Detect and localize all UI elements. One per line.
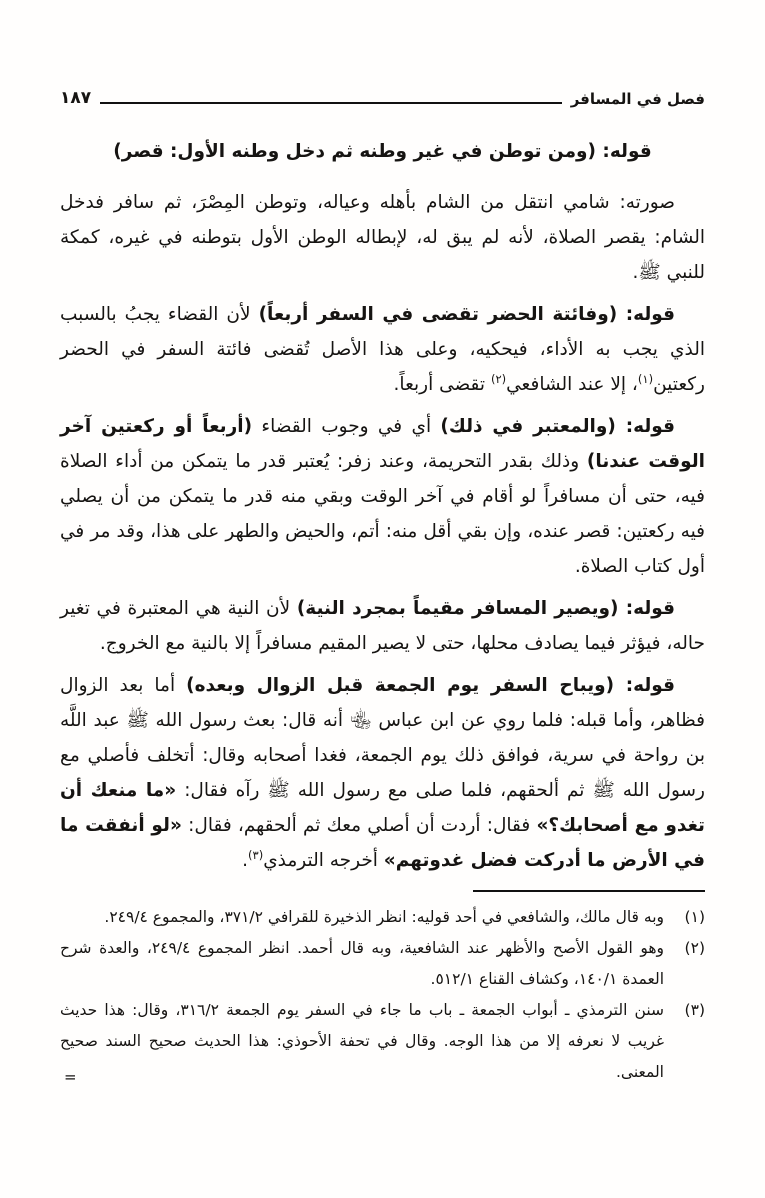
footnotes-section — [60, 902, 705, 1088]
page-number: ١٨٧ — [60, 88, 92, 108]
footnote — [60, 995, 705, 1088]
footnote-ref: (١) — [637, 371, 654, 386]
radi-allahu-anhuma-symbol: ﵄ — [349, 710, 372, 731]
footnote-text: وهو القول الأصح والأظهر عند الشافعية، وبه قال أحمد. انظر المجموع ٢٤٩/٤، والعدة شرح العمدة ١٤٠/١، وكشاف القناع ٥١٢/١. — [60, 939, 664, 988]
paragraph — [60, 185, 705, 290]
text-segment: قوله: (ويباح السفر يوم الجمعة قبل الزوال وبعده) — [186, 675, 675, 696]
header-rule — [100, 102, 562, 104]
footnote-marker: (٣) — [684, 1001, 705, 1019]
section-heading — [60, 134, 705, 169]
text-segment: أنه قال: بعث رسول الله — [148, 710, 350, 731]
text-segment: (أربعاً أو ركعتين آخر الوقت عندنا) — [60, 416, 706, 472]
main-text-area — [60, 134, 705, 878]
pbuh-symbol: ﷺ — [126, 710, 149, 731]
text-segment: فقال: أردت أن أصلي معك ثم ألحقهم، فقال: — [181, 815, 537, 836]
paragraph — [60, 668, 705, 878]
text-segment: قوله: (والمعتبر في ذلك) — [440, 416, 675, 437]
text-segment: «ما منعك أن تغدو مع أصحابك؟» — [60, 780, 706, 836]
continuation-marker: = — [64, 1068, 77, 1086]
footnote — [60, 902, 705, 933]
pbuh-symbol: ﷺ — [638, 262, 661, 283]
text-segment: «لو أنفقت ما في الأرض ما أدركت فضل غدوتهم» — [60, 815, 705, 871]
footnote-text: سنن الترمذي ـ أبواب الجمعة ـ باب ما جاء في السفر يوم الجمعة ٣١٦/٢، وقال: هذا حديث غريب لا نعرفه إلا من هذا الوجه. وقال في تحفة الأحوذي: هذا الحديث صحيح السند صحيح المعنى. — [60, 1001, 664, 1081]
text-segment: قوله: (ويصير المسافر مقيماً بمجرد النية) — [296, 598, 675, 619]
text-segment: لأن النية هي المعتبرة في تغير حاله، فيؤثر فيما يصادف محلها، حتى لا يصير المقيم مسافراً إلا بالنية مع الخروج. — [60, 598, 705, 654]
text-segment: . — [242, 850, 249, 871]
text-segment: ، إلا عند الشافعي — [506, 374, 638, 395]
page-header — [60, 80, 705, 108]
text-segment: قوله: (وفائتة الحضر تقضى في السفر أربعاً) — [258, 304, 675, 325]
paragraph — [60, 409, 705, 584]
text-segment: وذلك بقدر التحريمة، وعند زفر: يُعتبر قدر ما يتمكن من أداء الصلاة فيه، حتى أن مسافراً لو أقام في آخر الوقت وبقي منه قدر ما يتمكن من أن يصلي فيه ركعتين: قصر عنده، وإن بقي أقل منه: أتم، والحيض والطهر على هذا، وقد مر في أول كتاب الصلاة. — [60, 451, 705, 577]
text-segment: ثم ألحقهم، فلما صلى مع رسول الله — [289, 780, 593, 801]
paragraph — [60, 591, 705, 661]
pbuh-symbol: ﷺ — [592, 780, 615, 801]
section-title: فصل في المسافر — [570, 90, 705, 108]
text-segment: صورته: شامي انتقل من الشام بأهله وعياله، وتوطن المِصْرَ، ثم سافر فدخل الشام: يقصر الصلاة، لأنه لم يبق له، لإبطاله الوطن الأول بتوطنه في غيره، كمكة للنبي — [60, 192, 705, 283]
text-segment: عبد اللَّه بن رواحة في سرية، فوافق ذلك يوم الجمعة، فغدا أصحابه وقال: أتخلف فأصلي مع رسول الله — [60, 710, 705, 801]
footnote-ref: (٢) — [490, 371, 507, 386]
text-segment: لأن القضاء يجبُ بالسبب الذي يجب به الأداء، فيحكيه، وعلى هذا الأصل تُقضى فائتة السفر في الحضر ركعتين — [60, 304, 705, 395]
paragraph — [60, 297, 705, 402]
footnote-marker: (١) — [684, 908, 705, 926]
pbuh-symbol: ﷺ — [267, 780, 290, 801]
footnote-text: وبه قال مالك، والشافعي في أحد قوليه: انظر الذخيرة للقرافي ٣٧١/٢، والمجموع ٢٤٩/٤. — [104, 908, 664, 926]
footnote — [60, 933, 705, 995]
text-segment: أخرجه الترمذي — [263, 850, 384, 871]
text-segment: . — [632, 262, 639, 283]
text-segment: قوله: (ومن توطن في غير وطنه ثم دخل وطنه الأول: قصر) — [113, 141, 652, 162]
footnote-separator — [473, 890, 705, 892]
footnote-ref: (٣) — [248, 847, 264, 862]
text-segment: أما بعد الزوال فظاهر، وأما قبله: فلما روي عن ابن عباس — [60, 675, 705, 731]
text-segment: تقضى أربعاً. — [393, 374, 491, 395]
text-segment: رآه فقال: — [176, 780, 268, 801]
text-segment: أي في وجوب القضاء — [252, 416, 441, 437]
footnote-marker: (٢) — [684, 939, 705, 957]
